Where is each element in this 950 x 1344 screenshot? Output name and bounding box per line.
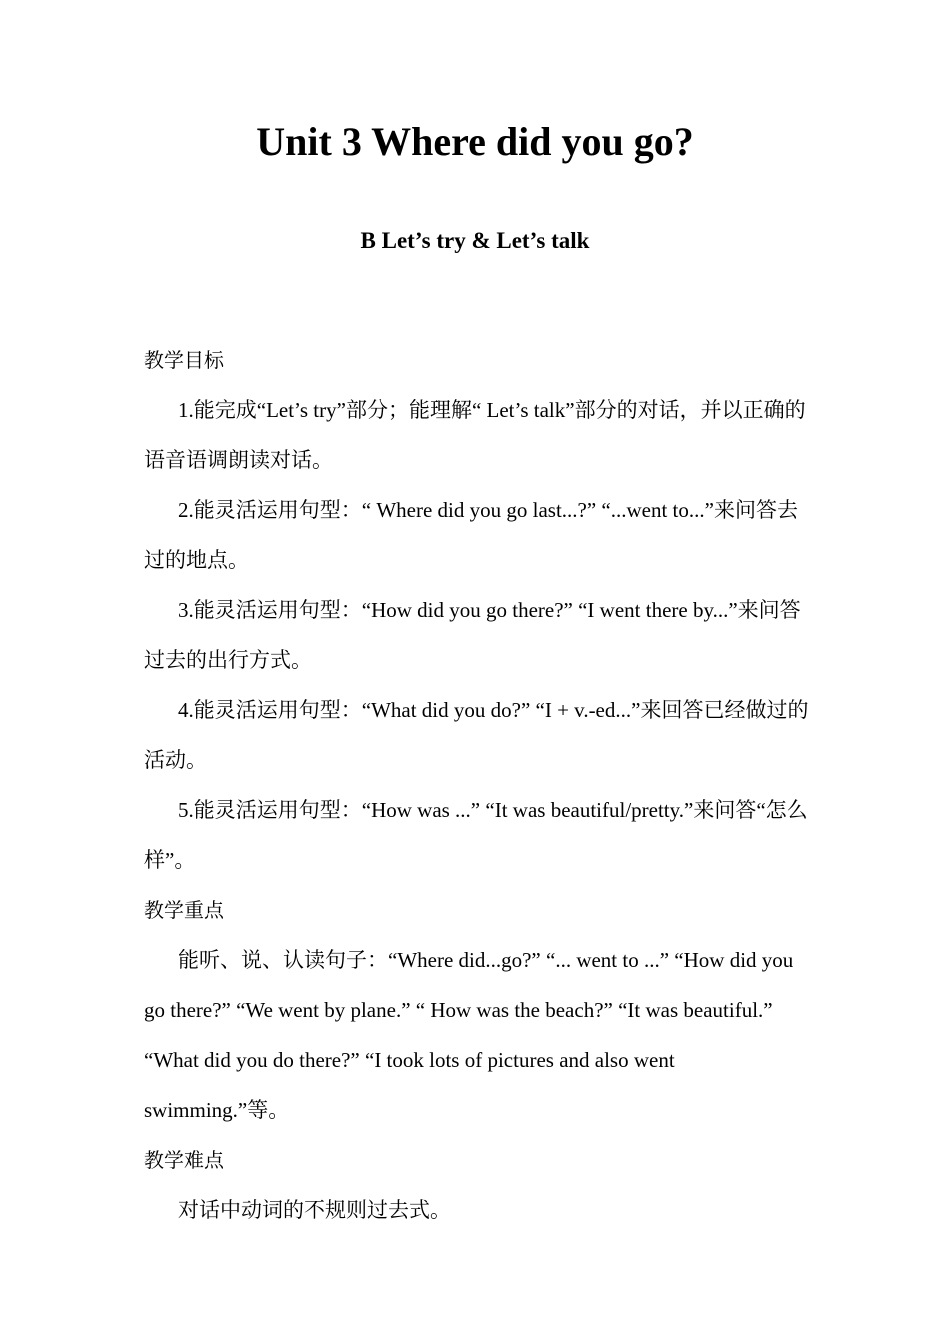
objective-item: 3.能灵活运用句型：“How did you go there?” “I went there by...”来问答过去的出行方式。 [144,598,801,672]
page-title: Unit 3 Where did you go? [256,119,694,164]
objective-item: 4.能灵活运用句型：“What did you do?” “I + v.-ed...”来回答已经做过的活动。 [144,698,809,772]
objective-item: 5.能灵活运用句型：“How was ...” “It was beautiful/pretty.”来问答“怎么样”。 [144,798,808,872]
objective-item: 2.能灵活运用句型：“ Where did you go last...?” “...went to...”来问答去过的地点。 [144,498,798,572]
key-points-text: 能听、说、认读句子：“Where did...go?” “... went to ...” “How did you go there?” “We went by plane.” “ How was the beach?” “It was beautiful.” “What did you do there?” “I took lots of pictures and also went swimming.”等。 [144,948,794,1122]
difficulties-text: 对话中动词的不规则过去式。 [178,1198,451,1222]
document-body [144,335,814,1235]
section-heading-objectives: 教学目标 [144,348,224,372]
objective-item: 1.能完成“Let’s try”部分；能理解“ Let’s talk”部分的对话，并以正确的语音语调朗读对话。 [144,398,806,472]
section-heading-key-points: 教学重点 [144,898,224,922]
section-heading-difficulties: 教学难点 [144,1148,224,1172]
page-subtitle: B Let’s try & Let’s talk [360,228,590,253]
